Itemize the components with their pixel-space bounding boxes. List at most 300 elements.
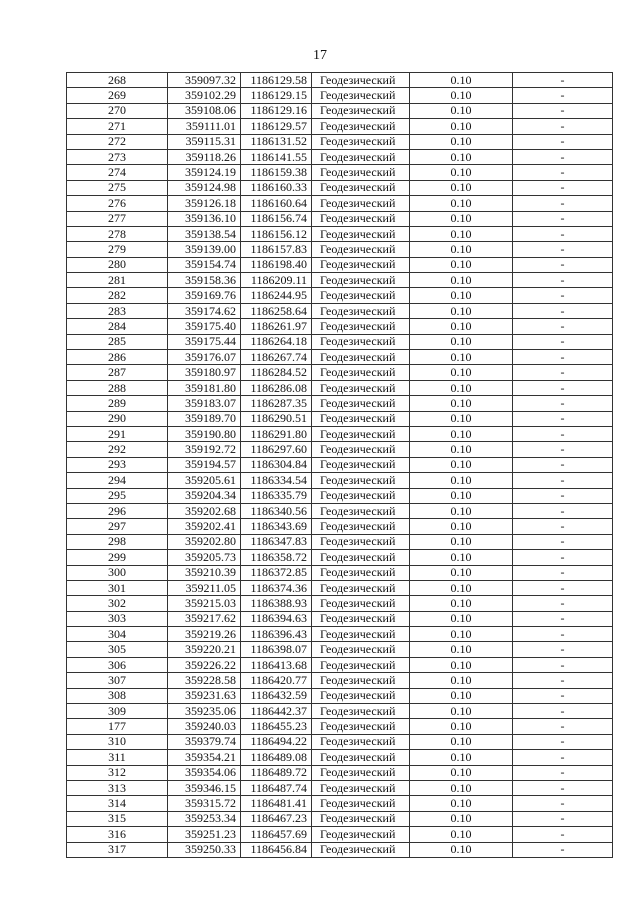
point-number-cell: 280 [67,257,168,272]
method-cell: Геодезический [312,596,410,611]
method-cell: Геодезический [312,396,410,411]
point-number-cell: 276 [67,196,168,211]
accuracy-cell: 0.10 [410,457,513,472]
accuracy-cell: 0.10 [410,780,513,795]
method-cell: Геодезический [312,365,410,380]
y-coordinate-cell: 1186198.40 [241,257,312,272]
x-coordinate-cell: 359315.72 [168,796,241,811]
point-number-cell: 308 [67,688,168,703]
x-coordinate-cell: 359235.06 [168,704,241,719]
method-cell: Геодезический [312,442,410,457]
note-cell: - [513,811,613,826]
accuracy-cell: 0.10 [410,550,513,565]
accuracy-cell: 0.10 [410,503,513,518]
x-coordinate-cell: 359158.36 [168,273,241,288]
point-number-cell: 287 [67,365,168,380]
accuracy-cell: 0.10 [410,380,513,395]
table-row [67,688,613,703]
method-cell: Геодезический [312,811,410,826]
x-coordinate-cell: 359219.26 [168,627,241,642]
accuracy-cell: 0.10 [410,103,513,118]
y-coordinate-cell: 1186129.57 [241,119,312,134]
x-coordinate-cell: 359118.26 [168,149,241,164]
note-cell: - [513,457,613,472]
note-cell: - [513,550,613,565]
note-cell: - [513,149,613,164]
point-number-cell: 301 [67,580,168,595]
method-cell: Геодезический [312,750,410,765]
point-number-cell: 284 [67,319,168,334]
method-cell: Геодезический [312,734,410,749]
point-number-cell: 310 [67,734,168,749]
table-row [67,149,613,164]
table-row [67,411,613,426]
method-cell: Геодезический [312,565,410,580]
accuracy-cell: 0.10 [410,750,513,765]
x-coordinate-cell: 359240.03 [168,719,241,734]
x-coordinate-cell: 359175.44 [168,334,241,349]
x-coordinate-cell: 359097.32 [168,73,241,88]
x-coordinate-cell: 359346.15 [168,780,241,795]
y-coordinate-cell: 1186442.37 [241,704,312,719]
x-coordinate-cell: 359102.29 [168,88,241,103]
x-coordinate-cell: 359251.23 [168,827,241,842]
table-row [67,226,613,241]
table-row [67,780,613,795]
table-row [67,365,613,380]
point-number-cell: 291 [67,426,168,441]
accuracy-cell: 0.10 [410,149,513,164]
y-coordinate-cell: 1186258.64 [241,303,312,318]
x-coordinate-cell: 359108.06 [168,103,241,118]
y-coordinate-cell: 1186159.38 [241,165,312,180]
method-cell: Геодезический [312,350,410,365]
y-coordinate-cell: 1186372.85 [241,565,312,580]
note-cell: - [513,642,613,657]
x-coordinate-cell: 359138.54 [168,226,241,241]
y-coordinate-cell: 1186420.77 [241,673,312,688]
y-coordinate-cell: 1186160.64 [241,196,312,211]
method-cell: Геодезический [312,180,410,195]
note-cell: - [513,719,613,734]
note-cell: - [513,565,613,580]
accuracy-cell: 0.10 [410,257,513,272]
method-cell: Геодезический [312,842,410,857]
method-cell: Геодезический [312,426,410,441]
point-number-cell: 305 [67,642,168,657]
y-coordinate-cell: 1186156.74 [241,211,312,226]
table-row [67,719,613,734]
table-row [67,734,613,749]
method-cell: Геодезический [312,411,410,426]
x-coordinate-cell: 359205.61 [168,473,241,488]
table-row [67,580,613,595]
table-row [67,303,613,318]
y-coordinate-cell: 1186129.15 [241,88,312,103]
accuracy-cell: 0.10 [410,534,513,549]
note-cell: - [513,226,613,241]
note-cell: - [513,180,613,195]
point-number-cell: 295 [67,488,168,503]
method-cell: Геодезический [312,473,410,488]
method-cell: Геодезический [312,273,410,288]
method-cell: Геодезический [312,550,410,565]
point-number-cell: 315 [67,811,168,826]
note-cell: - [513,780,613,795]
x-coordinate-cell: 359192.72 [168,442,241,457]
page-number: 17 [313,48,327,63]
y-coordinate-cell: 1186129.16 [241,103,312,118]
accuracy-cell: 0.10 [410,488,513,503]
table-row [67,134,613,149]
accuracy-cell: 0.10 [410,657,513,672]
note-cell: - [513,688,613,703]
table-row [67,811,613,826]
table-row [67,750,613,765]
point-number-cell: 304 [67,627,168,642]
method-cell: Геодезический [312,319,410,334]
table-row [67,765,613,780]
x-coordinate-cell: 359226.22 [168,657,241,672]
y-coordinate-cell: 1186160.33 [241,180,312,195]
table-row [67,611,613,626]
table-row [67,534,613,549]
point-number-cell: 273 [67,149,168,164]
x-coordinate-cell: 359175.40 [168,319,241,334]
note-cell: - [513,134,613,149]
note-cell: - [513,473,613,488]
accuracy-cell: 0.10 [410,611,513,626]
table-row [67,796,613,811]
table-row [67,673,613,688]
point-number-cell: 283 [67,303,168,318]
note-cell: - [513,750,613,765]
method-cell: Геодезический [312,226,410,241]
x-coordinate-cell: 359250.33 [168,842,241,857]
note-cell: - [513,196,613,211]
method-cell: Геодезический [312,657,410,672]
point-number-cell: 274 [67,165,168,180]
method-cell: Геодезический [312,119,410,134]
x-coordinate-cell: 359176.07 [168,350,241,365]
accuracy-cell: 0.10 [410,473,513,488]
coordinates-table [66,72,613,858]
method-cell: Геодезический [312,134,410,149]
accuracy-cell: 0.10 [410,411,513,426]
table-row [67,273,613,288]
point-number-cell: 317 [67,842,168,857]
x-coordinate-cell: 359217.62 [168,611,241,626]
x-coordinate-cell: 359154.74 [168,257,241,272]
accuracy-cell: 0.10 [410,319,513,334]
x-coordinate-cell: 359202.68 [168,503,241,518]
y-coordinate-cell: 1186413.68 [241,657,312,672]
point-number-cell: 289 [67,396,168,411]
method-cell: Геодезический [312,673,410,688]
y-coordinate-cell: 1186286.08 [241,380,312,395]
y-coordinate-cell: 1186156.12 [241,226,312,241]
y-coordinate-cell: 1186157.83 [241,242,312,257]
accuracy-cell: 0.10 [410,165,513,180]
table-row [67,119,613,134]
point-number-cell: 314 [67,796,168,811]
accuracy-cell: 0.10 [410,642,513,657]
point-number-cell: 275 [67,180,168,195]
method-cell: Геодезический [312,765,410,780]
x-coordinate-cell: 359253.34 [168,811,241,826]
point-number-cell: 277 [67,211,168,226]
method-cell: Геодезический [312,73,410,88]
note-cell: - [513,827,613,842]
note-cell: - [513,503,613,518]
x-coordinate-cell: 359126.18 [168,196,241,211]
note-cell: - [513,88,613,103]
point-number-cell: 302 [67,596,168,611]
table-row [67,642,613,657]
point-number-cell: 313 [67,780,168,795]
table-row [67,704,613,719]
y-coordinate-cell: 1186489.72 [241,765,312,780]
point-number-cell: 299 [67,550,168,565]
x-coordinate-cell: 359111.01 [168,119,241,134]
table-row [67,257,613,272]
note-cell: - [513,73,613,88]
point-number-cell: 272 [67,134,168,149]
point-number-cell: 282 [67,288,168,303]
y-coordinate-cell: 1186244.95 [241,288,312,303]
y-coordinate-cell: 1186334.54 [241,473,312,488]
note-cell: - [513,396,613,411]
y-coordinate-cell: 1186335.79 [241,488,312,503]
x-coordinate-cell: 359169.76 [168,288,241,303]
point-number-cell: 288 [67,380,168,395]
table-row [67,165,613,180]
y-coordinate-cell: 1186487.74 [241,780,312,795]
y-coordinate-cell: 1186467.23 [241,811,312,826]
accuracy-cell: 0.10 [410,288,513,303]
note-cell: - [513,303,613,318]
table-row [67,596,613,611]
method-cell: Геодезический [312,242,410,257]
note-cell: - [513,350,613,365]
y-coordinate-cell: 1186396.43 [241,627,312,642]
accuracy-cell: 0.10 [410,796,513,811]
y-coordinate-cell: 1186388.93 [241,596,312,611]
accuracy-cell: 0.10 [410,273,513,288]
note-cell: - [513,580,613,595]
table-row [67,380,613,395]
table-row [67,334,613,349]
table-row [67,211,613,226]
table-row [67,242,613,257]
x-coordinate-cell: 359354.06 [168,765,241,780]
accuracy-cell: 0.10 [410,211,513,226]
y-coordinate-cell: 1186456.84 [241,842,312,857]
x-coordinate-cell: 359202.41 [168,519,241,534]
table-row [67,519,613,534]
point-number-cell: 297 [67,519,168,534]
note-cell: - [513,488,613,503]
x-coordinate-cell: 359215.03 [168,596,241,611]
point-number-cell: 177 [67,719,168,734]
method-cell: Геодезический [312,149,410,164]
note-cell: - [513,765,613,780]
note-cell: - [513,534,613,549]
point-number-cell: 294 [67,473,168,488]
y-coordinate-cell: 1186297.60 [241,442,312,457]
y-coordinate-cell: 1186374.36 [241,580,312,595]
table-row [67,103,613,118]
y-coordinate-cell: 1186131.52 [241,134,312,149]
x-coordinate-cell: 359204.34 [168,488,241,503]
x-coordinate-cell: 359210.39 [168,565,241,580]
x-coordinate-cell: 359139.00 [168,242,241,257]
table-row [67,319,613,334]
y-coordinate-cell: 1186455.23 [241,719,312,734]
point-number-cell: 303 [67,611,168,626]
point-number-cell: 285 [67,334,168,349]
y-coordinate-cell: 1186264.18 [241,334,312,349]
accuracy-cell: 0.10 [410,303,513,318]
accuracy-cell: 0.10 [410,426,513,441]
x-coordinate-cell: 359211.05 [168,580,241,595]
point-number-cell: 316 [67,827,168,842]
y-coordinate-cell: 1186494.22 [241,734,312,749]
method-cell: Геодезический [312,457,410,472]
coordinates-table-body [67,73,613,858]
accuracy-cell: 0.10 [410,688,513,703]
x-coordinate-cell: 359190.80 [168,426,241,441]
y-coordinate-cell: 1186481.41 [241,796,312,811]
y-coordinate-cell: 1186287.35 [241,396,312,411]
method-cell: Геодезический [312,827,410,842]
x-coordinate-cell: 359136.10 [168,211,241,226]
method-cell: Геодезический [312,642,410,657]
table-row [67,426,613,441]
note-cell: - [513,426,613,441]
accuracy-cell: 0.10 [410,350,513,365]
table-row [67,196,613,211]
note-cell: - [513,627,613,642]
method-cell: Геодезический [312,257,410,272]
note-cell: - [513,657,613,672]
note-cell: - [513,842,613,857]
x-coordinate-cell: 359205.73 [168,550,241,565]
x-coordinate-cell: 359194.57 [168,457,241,472]
point-number-cell: 281 [67,273,168,288]
point-number-cell: 312 [67,765,168,780]
note-cell: - [513,319,613,334]
note-cell: - [513,211,613,226]
y-coordinate-cell: 1186290.51 [241,411,312,426]
accuracy-cell: 0.10 [410,73,513,88]
point-number-cell: 286 [67,350,168,365]
y-coordinate-cell: 1186340.56 [241,503,312,518]
x-coordinate-cell: 359180.97 [168,365,241,380]
table-row [67,88,613,103]
accuracy-cell: 0.10 [410,704,513,719]
table-row [67,488,613,503]
point-number-cell: 271 [67,119,168,134]
method-cell: Геодезический [312,334,410,349]
x-coordinate-cell: 359379.74 [168,734,241,749]
y-coordinate-cell: 1186304.84 [241,457,312,472]
accuracy-cell: 0.10 [410,196,513,211]
x-coordinate-cell: 359115.31 [168,134,241,149]
table-row [67,657,613,672]
note-cell: - [513,365,613,380]
accuracy-cell: 0.10 [410,442,513,457]
note-cell: - [513,165,613,180]
accuracy-cell: 0.10 [410,119,513,134]
point-number-cell: 311 [67,750,168,765]
y-coordinate-cell: 1186141.55 [241,149,312,164]
accuracy-cell: 0.10 [410,811,513,826]
accuracy-cell: 0.10 [410,396,513,411]
table-row [67,396,613,411]
method-cell: Геодезический [312,380,410,395]
note-cell: - [513,611,613,626]
note-cell: - [513,103,613,118]
x-coordinate-cell: 359354.21 [168,750,241,765]
y-coordinate-cell: 1186343.69 [241,519,312,534]
note-cell: - [513,519,613,534]
method-cell: Геодезический [312,580,410,595]
method-cell: Геодезический [312,627,410,642]
method-cell: Геодезический [312,704,410,719]
y-coordinate-cell: 1186398.07 [241,642,312,657]
y-coordinate-cell: 1186489.08 [241,750,312,765]
y-coordinate-cell: 1186291.80 [241,426,312,441]
y-coordinate-cell: 1186394.63 [241,611,312,626]
point-number-cell: 309 [67,704,168,719]
accuracy-cell: 0.10 [410,580,513,595]
note-cell: - [513,273,613,288]
y-coordinate-cell: 1186261.97 [241,319,312,334]
method-cell: Геодезический [312,103,410,118]
method-cell: Геодезический [312,211,410,226]
point-number-cell: 298 [67,534,168,549]
y-coordinate-cell: 1186347.83 [241,534,312,549]
y-coordinate-cell: 1186267.74 [241,350,312,365]
x-coordinate-cell: 359228.58 [168,673,241,688]
note-cell: - [513,288,613,303]
y-coordinate-cell: 1186284.52 [241,365,312,380]
accuracy-cell: 0.10 [410,226,513,241]
x-coordinate-cell: 359231.63 [168,688,241,703]
x-coordinate-cell: 359183.07 [168,396,241,411]
note-cell: - [513,257,613,272]
point-number-cell: 296 [67,503,168,518]
table-row [67,180,613,195]
accuracy-cell: 0.10 [410,180,513,195]
point-number-cell: 306 [67,657,168,672]
table-row [67,565,613,580]
point-number-cell: 270 [67,103,168,118]
accuracy-cell: 0.10 [410,596,513,611]
method-cell: Геодезический [312,780,410,795]
accuracy-cell: 0.10 [410,719,513,734]
table-row [67,442,613,457]
note-cell: - [513,704,613,719]
accuracy-cell: 0.10 [410,334,513,349]
point-number-cell: 268 [67,73,168,88]
method-cell: Геодезический [312,488,410,503]
table-row [67,842,613,857]
note-cell: - [513,596,613,611]
x-coordinate-cell: 359220.21 [168,642,241,657]
accuracy-cell: 0.10 [410,519,513,534]
